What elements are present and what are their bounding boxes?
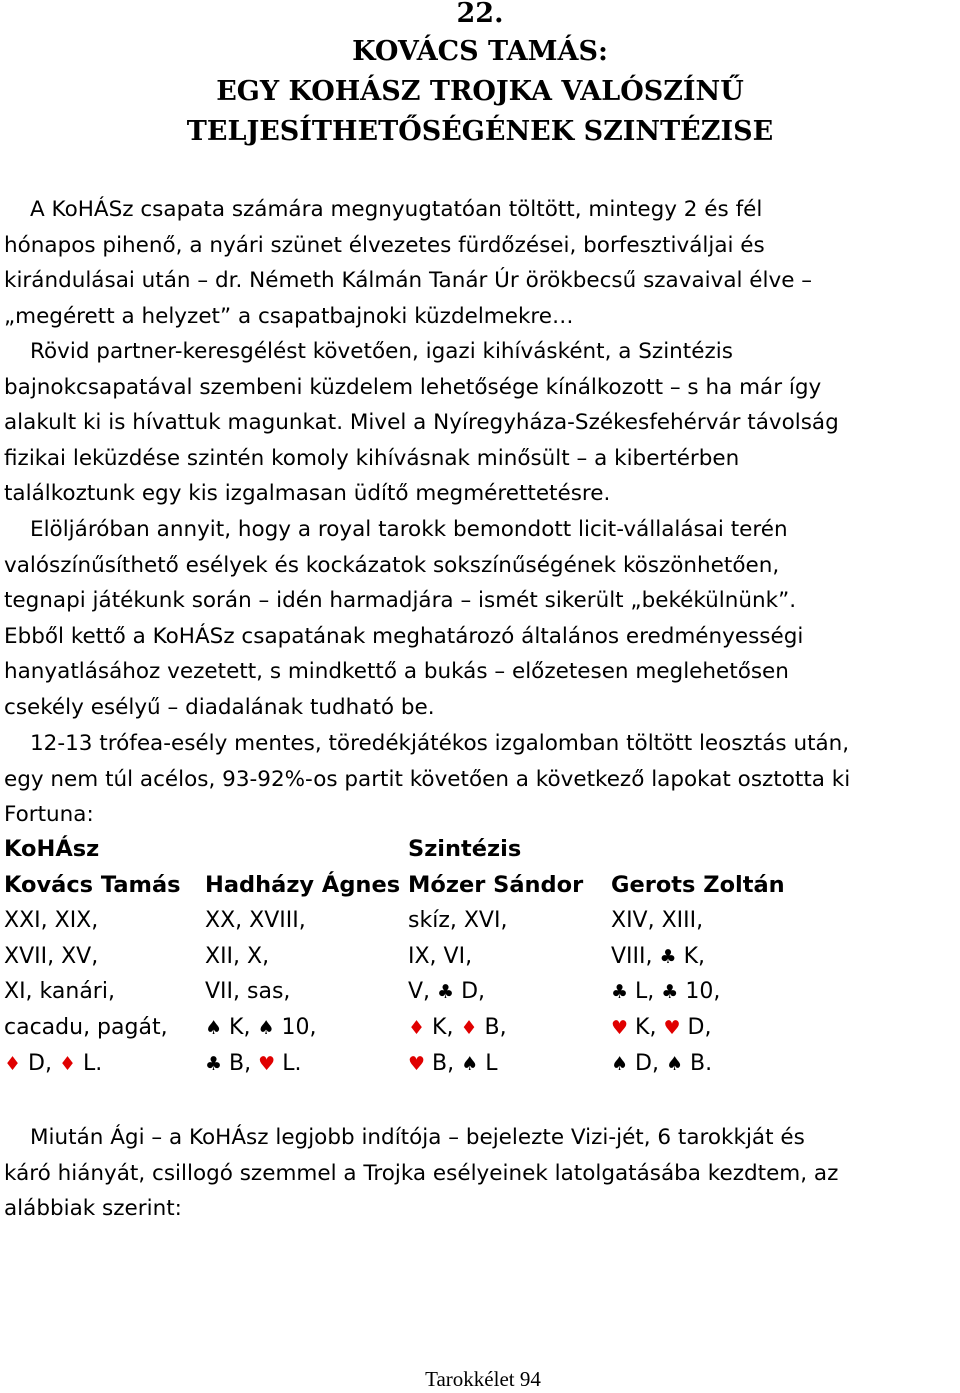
- text-line: egy nem túl acélos, 93-92%-os partit követően a következő lapokat osztotta ki: [4, 766, 851, 792]
- text-line: bajnokcsapatával szembeni küzdelem lehetősége kínálkozott – s ha már így: [4, 374, 822, 400]
- heart-icon: ♥: [663, 1016, 681, 1039]
- text-line: A KoHÁSz csapata számára megnyugtatóan töltött, mintegy 2 és fél: [30, 197, 763, 222]
- spade-icon: ♠: [461, 1052, 479, 1075]
- paragraph-1: [4, 192, 956, 334]
- text-line: csekély esélyű – diadalának tudható be.: [4, 694, 435, 720]
- text-line: Ebből kettő a KoHÁSz csapatának meghatározó általános eredményességi: [4, 623, 804, 649]
- club-icon: ♣: [659, 945, 677, 968]
- text-line: Miután Ági – a KoHÁsz legjobb indítója – bejelezte Vizi-jét, 6 tarokkját és: [30, 1125, 805, 1150]
- card-text: L.: [282, 1050, 302, 1076]
- club-icon: ♣: [437, 981, 455, 1004]
- hand-cell: [611, 974, 720, 1011]
- card-text: B.: [690, 1050, 713, 1076]
- hand-cell: IX, VI,: [408, 943, 473, 969]
- card-text: B,: [432, 1050, 455, 1076]
- hand-cell: [611, 1046, 712, 1083]
- diamond-icon: ♦: [58, 1052, 77, 1075]
- title-line-2: EGY KOHÁSZ TROJKA VALÓSZÍNŰ: [216, 76, 744, 107]
- hand-cell: [205, 1046, 301, 1083]
- text-line: találkoztunk egy kis izgalmasan üdítő megmérettetésre.: [4, 481, 611, 507]
- card-text: 10,: [685, 979, 721, 1005]
- card-text: K,: [635, 1014, 657, 1040]
- club-icon: ♣: [661, 981, 679, 1004]
- card-text: V,: [408, 979, 431, 1005]
- paragraph-3: [4, 512, 956, 726]
- spade-icon: ♠: [611, 1052, 629, 1075]
- text-line: „megérett a helyzet” a csapatbajnoki küzdelmekre…: [4, 303, 574, 329]
- card-text: D,: [461, 979, 486, 1005]
- text-line: alakult ki is hívattuk magunkat. Mivel a Nyíregyháza-Székesfehérvár távolság: [4, 410, 839, 436]
- card-text: K,: [229, 1014, 251, 1040]
- card-text: VIII,: [611, 943, 653, 969]
- hand-cell: XII, X,: [205, 943, 270, 969]
- player-name: Mózer Sándor: [408, 871, 584, 898]
- hand-cell: [611, 939, 705, 976]
- text-line: fizikai leküzdése szintén komoly kihívásnak minősült – a kibertérben: [4, 445, 740, 471]
- diamond-icon: ♦: [4, 1052, 22, 1075]
- hand-cell: cacadu, pagát,: [4, 1014, 168, 1040]
- card-text: L,: [635, 979, 655, 1005]
- hand-cell: XI, kanári,: [4, 979, 115, 1005]
- title-line-1: KOVÁCS TAMÁS:: [352, 36, 608, 67]
- card-text: L.: [83, 1050, 103, 1076]
- club-icon: ♣: [611, 981, 629, 1004]
- card-text: B,: [484, 1014, 507, 1040]
- card-text: K,: [432, 1014, 454, 1040]
- text-line: valószínűsíthető esélyek és kockázatok sokszínűségének köszönhetően,: [4, 552, 780, 578]
- hand-cell: XX, XVIII,: [205, 908, 306, 934]
- hand-cell: [408, 1010, 507, 1047]
- spade-icon: ♠: [665, 1052, 684, 1075]
- card-text: D,: [28, 1050, 52, 1076]
- text-line: hanyatlásához vezetett, s mindkettő a bukás – előzetesen meglehetősen: [4, 659, 789, 685]
- player-name: Kovács Tamás: [4, 871, 181, 898]
- hand-cell: [408, 974, 485, 1011]
- card-text: L: [485, 1050, 498, 1076]
- card-text: B,: [229, 1050, 252, 1076]
- heart-icon: ♥: [408, 1052, 426, 1075]
- hand-cell: [611, 1010, 711, 1047]
- text-line: Fortuna:: [4, 802, 94, 828]
- page-footer: Tarokkélet 94: [425, 1367, 541, 1391]
- card-text: D,: [635, 1050, 659, 1076]
- diamond-icon: ♦: [460, 1016, 478, 1039]
- spade-icon: ♠: [257, 1016, 275, 1039]
- paragraph-4: [4, 726, 956, 833]
- hand-cell: XIV, XIII,: [611, 908, 704, 934]
- player-name: Hadházy Ágnes: [205, 871, 401, 898]
- diamond-icon: ♦: [408, 1016, 426, 1039]
- hand-cell: XXI, XIX,: [4, 908, 99, 934]
- heart-icon: ♥: [258, 1052, 276, 1075]
- card-text: D,: [687, 1014, 712, 1040]
- hand-cell: [4, 1046, 102, 1083]
- spade-icon: ♠: [205, 1016, 223, 1039]
- club-icon: ♣: [205, 1052, 223, 1075]
- paragraph-5: [4, 1120, 956, 1227]
- hand-cell: skíz, XVI,: [408, 908, 508, 934]
- text-line: káró hiányát, csillogó szemmel a Trojka esélyeinek latolgatásába kezdtem, az: [4, 1160, 839, 1186]
- hand-cell: [408, 1046, 497, 1083]
- card-text: K,: [683, 943, 705, 969]
- text-line: tegnapi játékunk során – idén harmadjára – ismét sikerült „bekékülnünk”.: [4, 588, 797, 614]
- hand-cell: [205, 1010, 317, 1047]
- text-line: alábbiak szerint:: [4, 1196, 182, 1222]
- team-szintezis: Szintézis: [408, 836, 522, 862]
- player-name: Gerots Zoltán: [611, 871, 785, 898]
- chapter-number: 22.: [456, 0, 504, 29]
- hand-cell: XVII, XV,: [4, 943, 99, 969]
- text-line: Rövid partner-keresgélést követően, igazi kihívásként, a Szintézis: [30, 339, 733, 364]
- heart-icon: ♥: [611, 1016, 629, 1039]
- text-line: kirándulásai után – dr. Németh Kálmán Tanár Úr örökbecsű szavaival élve –: [4, 268, 813, 294]
- paragraph-2: [4, 334, 956, 512]
- text-line: hónapos pihenő, a nyári szünet élvezetes fürdőzései, borfesztiváljai és: [4, 232, 765, 258]
- text-line: 12-13 trófea-esély mentes, töredékjátékos izgalomban töltött leosztás után,: [30, 731, 850, 756]
- text-line: Elöljáróban annyit, hogy a royal tarokk bemondott licit-vállalásai terén: [30, 517, 788, 542]
- hand-cell: VII, sas,: [205, 979, 291, 1005]
- title-line-3: TELJESÍTHETŐSÉGÉNEK SZINTÉZISE: [186, 116, 774, 147]
- team-kohasz: KoHÁsz: [4, 836, 100, 862]
- card-text: 10,: [281, 1014, 317, 1040]
